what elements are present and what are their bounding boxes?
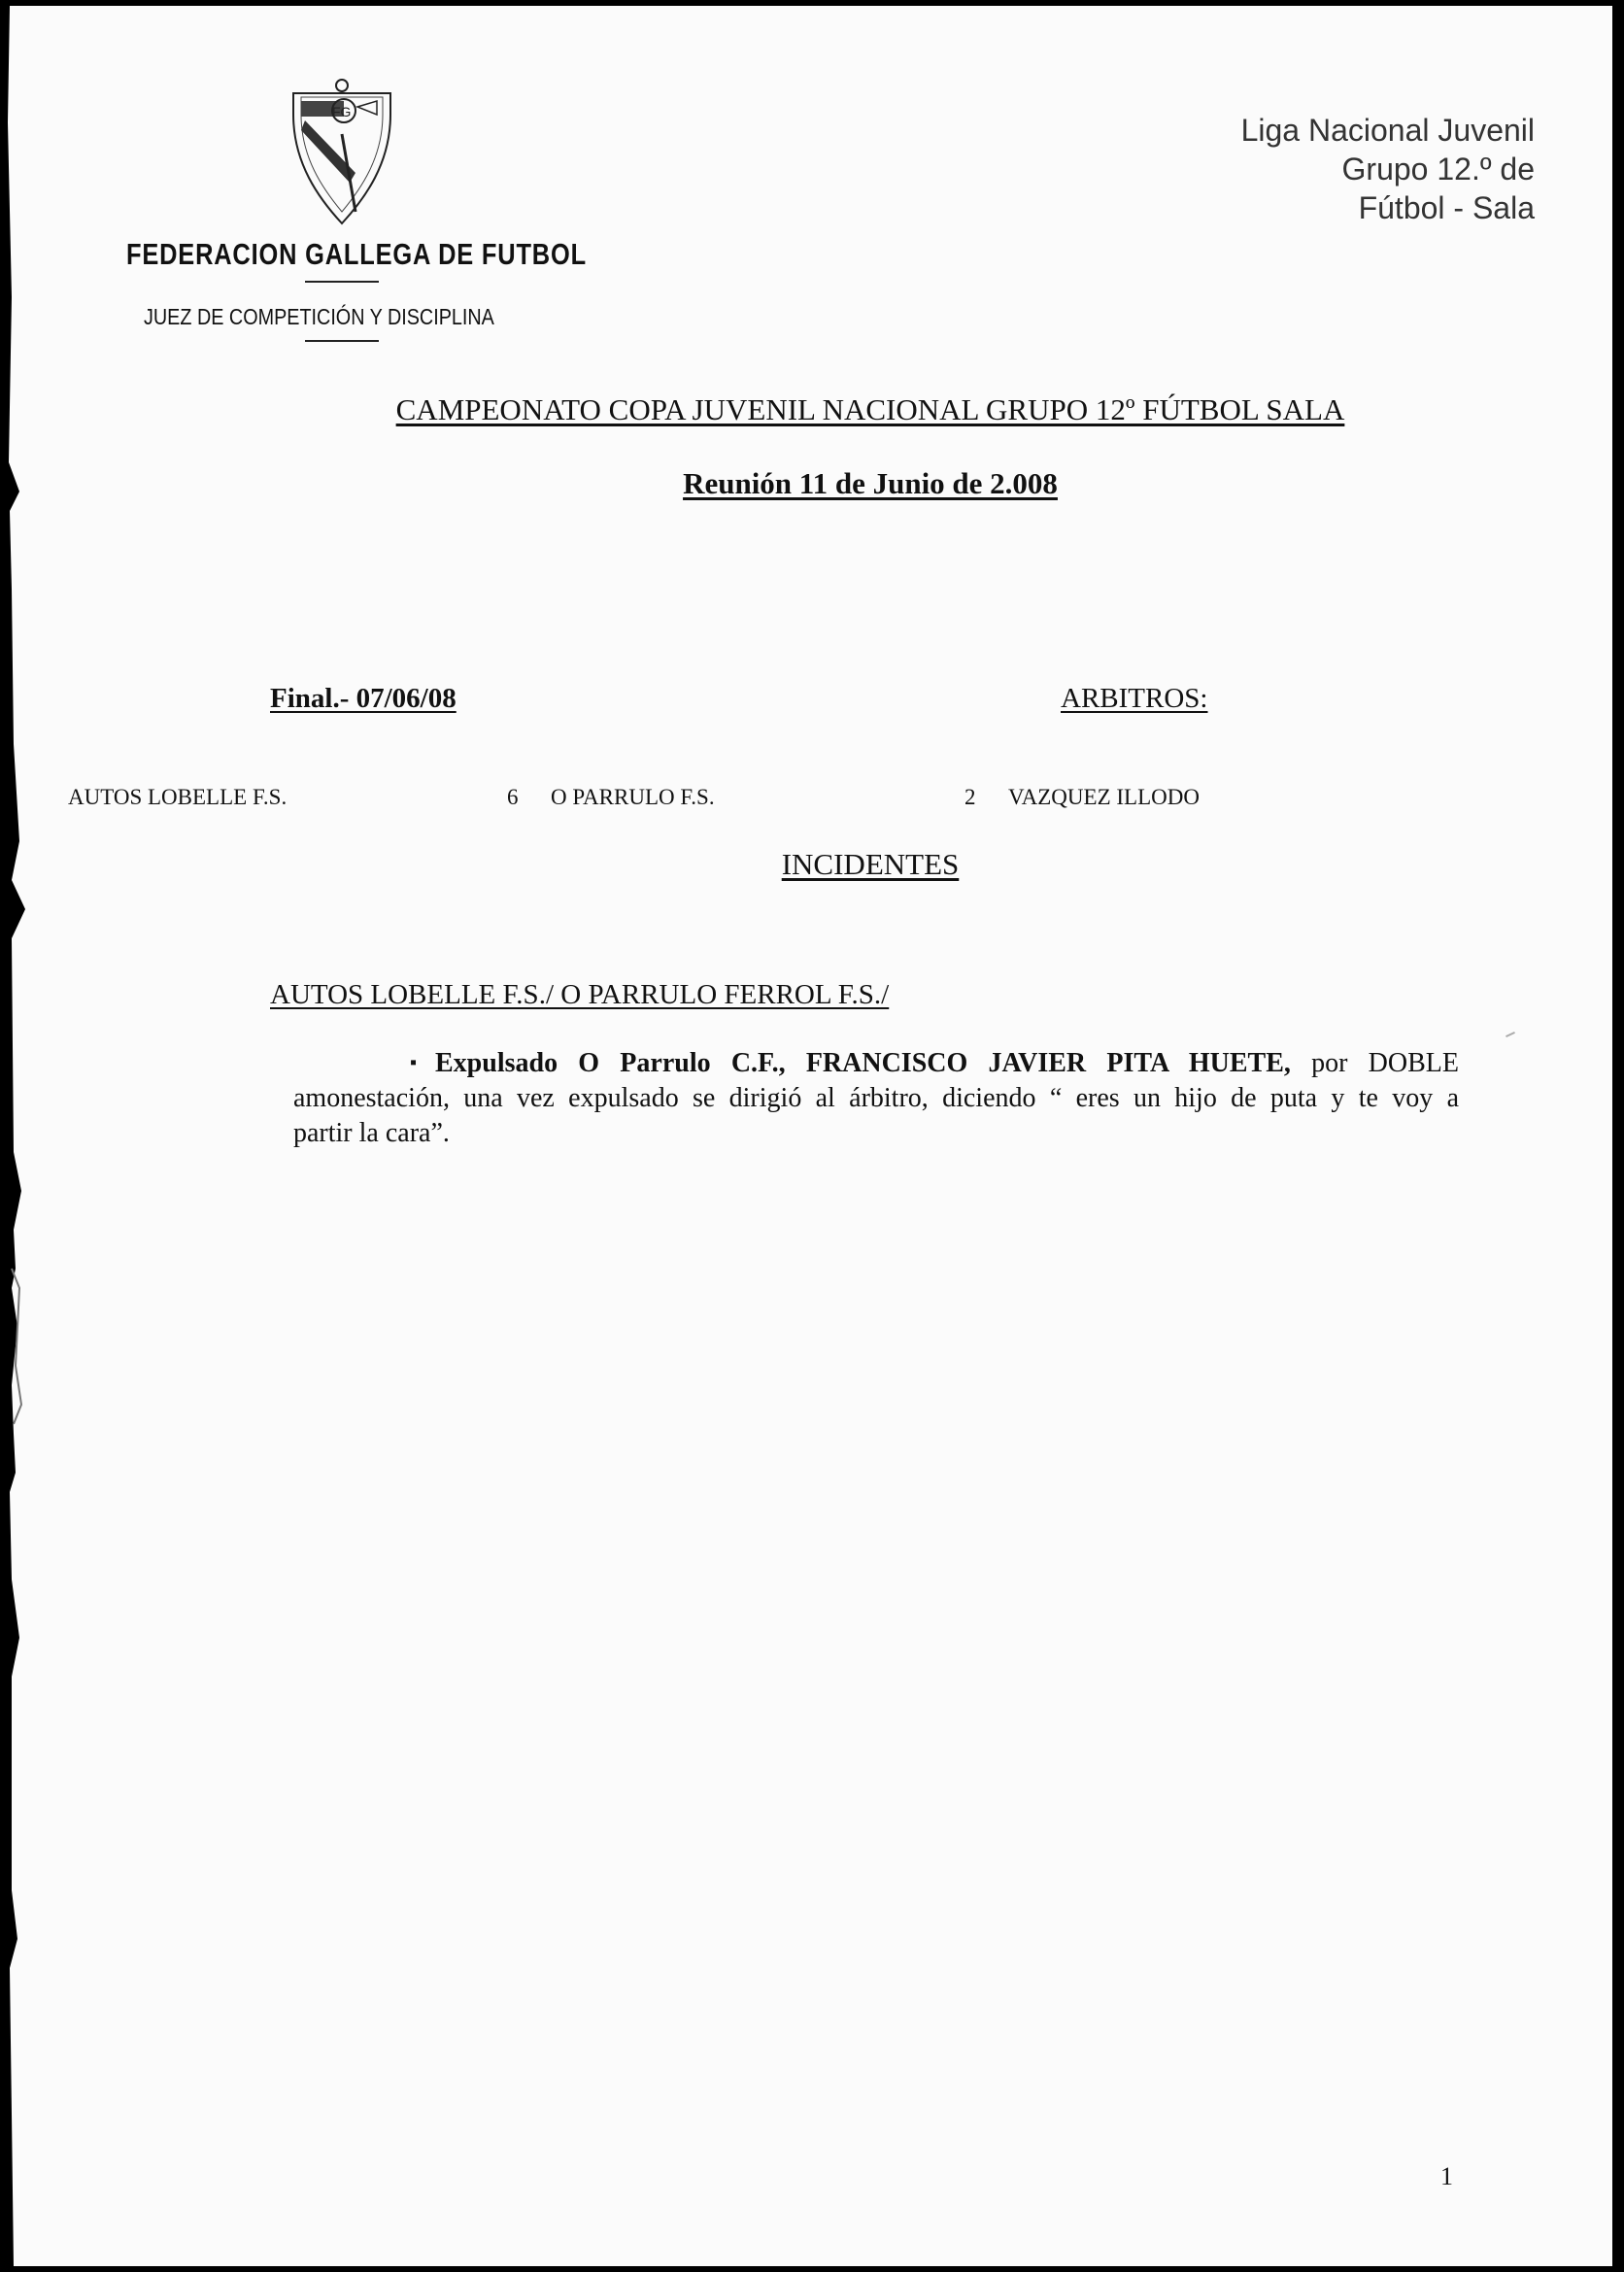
away-score: 2 <box>964 785 976 809</box>
home-team: AUTOS LOBELLE F.S. <box>68 785 288 809</box>
document-page <box>6 6 1618 2266</box>
page-number: 1 <box>1440 2162 1453 2190</box>
header-divider-top <box>305 281 379 283</box>
incident-line-1 <box>293 1045 1459 1081</box>
document-title-wrap <box>6 392 1618 427</box>
header-divider-bottom <box>305 340 379 342</box>
home-score: 6 <box>507 785 519 809</box>
final-match-label: Final.- 07/06/08 <box>270 683 457 714</box>
incident-paragraph <box>293 1045 1459 1151</box>
meeting-date: Reunión 11 de Junio de 2.008 <box>683 466 1058 500</box>
meeting-date-wrap <box>6 466 1618 501</box>
league-line-1: Liga Nacional Juvenil <box>1240 113 1535 148</box>
scan-mark <box>1506 1032 1515 1037</box>
bullet-icon: ▪ <box>410 1052 418 1073</box>
referee-name: VAZQUEZ ILLODO <box>1008 785 1200 809</box>
league-line-3: Fútbol - Sala <box>1358 190 1535 225</box>
incident-line-3: partir la cara”. <box>293 1118 450 1148</box>
right-scan-border <box>1612 6 1618 2266</box>
referees-label: ARBITROS: <box>1061 683 1208 714</box>
league-info <box>1241 111 1535 227</box>
incident-line-2: amonestación, una vez expulsado se dirigió al árbitro, diciendo “ eres un hijo de puta y te voy a <box>293 1083 1459 1113</box>
incident-match-heading: AUTOS LOBELLE F.S./ O PARRULO FERROL F.S./ <box>270 979 890 1010</box>
federation-crest-logo <box>288 76 396 231</box>
league-line-2: Grupo 12.º de <box>1341 152 1535 187</box>
incident-bold-lead: Expulsado O Parrulo C.F., FRANCISCO JAVIER PITA HUETE, <box>435 1048 1291 1078</box>
svg-text:FG: FG <box>332 104 352 119</box>
incidents-heading-wrap <box>6 847 1618 882</box>
torn-left-edge <box>6 6 45 2266</box>
incidents-heading: INCIDENTES <box>781 847 960 881</box>
incident-line-1-rest: por DOBLE <box>1290 1048 1459 1078</box>
federation-name: FEDERACION GALLEGA DE FUTBOL <box>126 237 587 271</box>
document-title: CAMPEONATO COPA JUVENIL NACIONAL GRUPO 12º FÚTBOL SALA <box>395 392 1345 426</box>
competition-judge-label: JUEZ DE COMPETICIÓN Y DISCIPLINA <box>144 304 494 329</box>
away-team: O PARRULO F.S. <box>551 785 715 809</box>
